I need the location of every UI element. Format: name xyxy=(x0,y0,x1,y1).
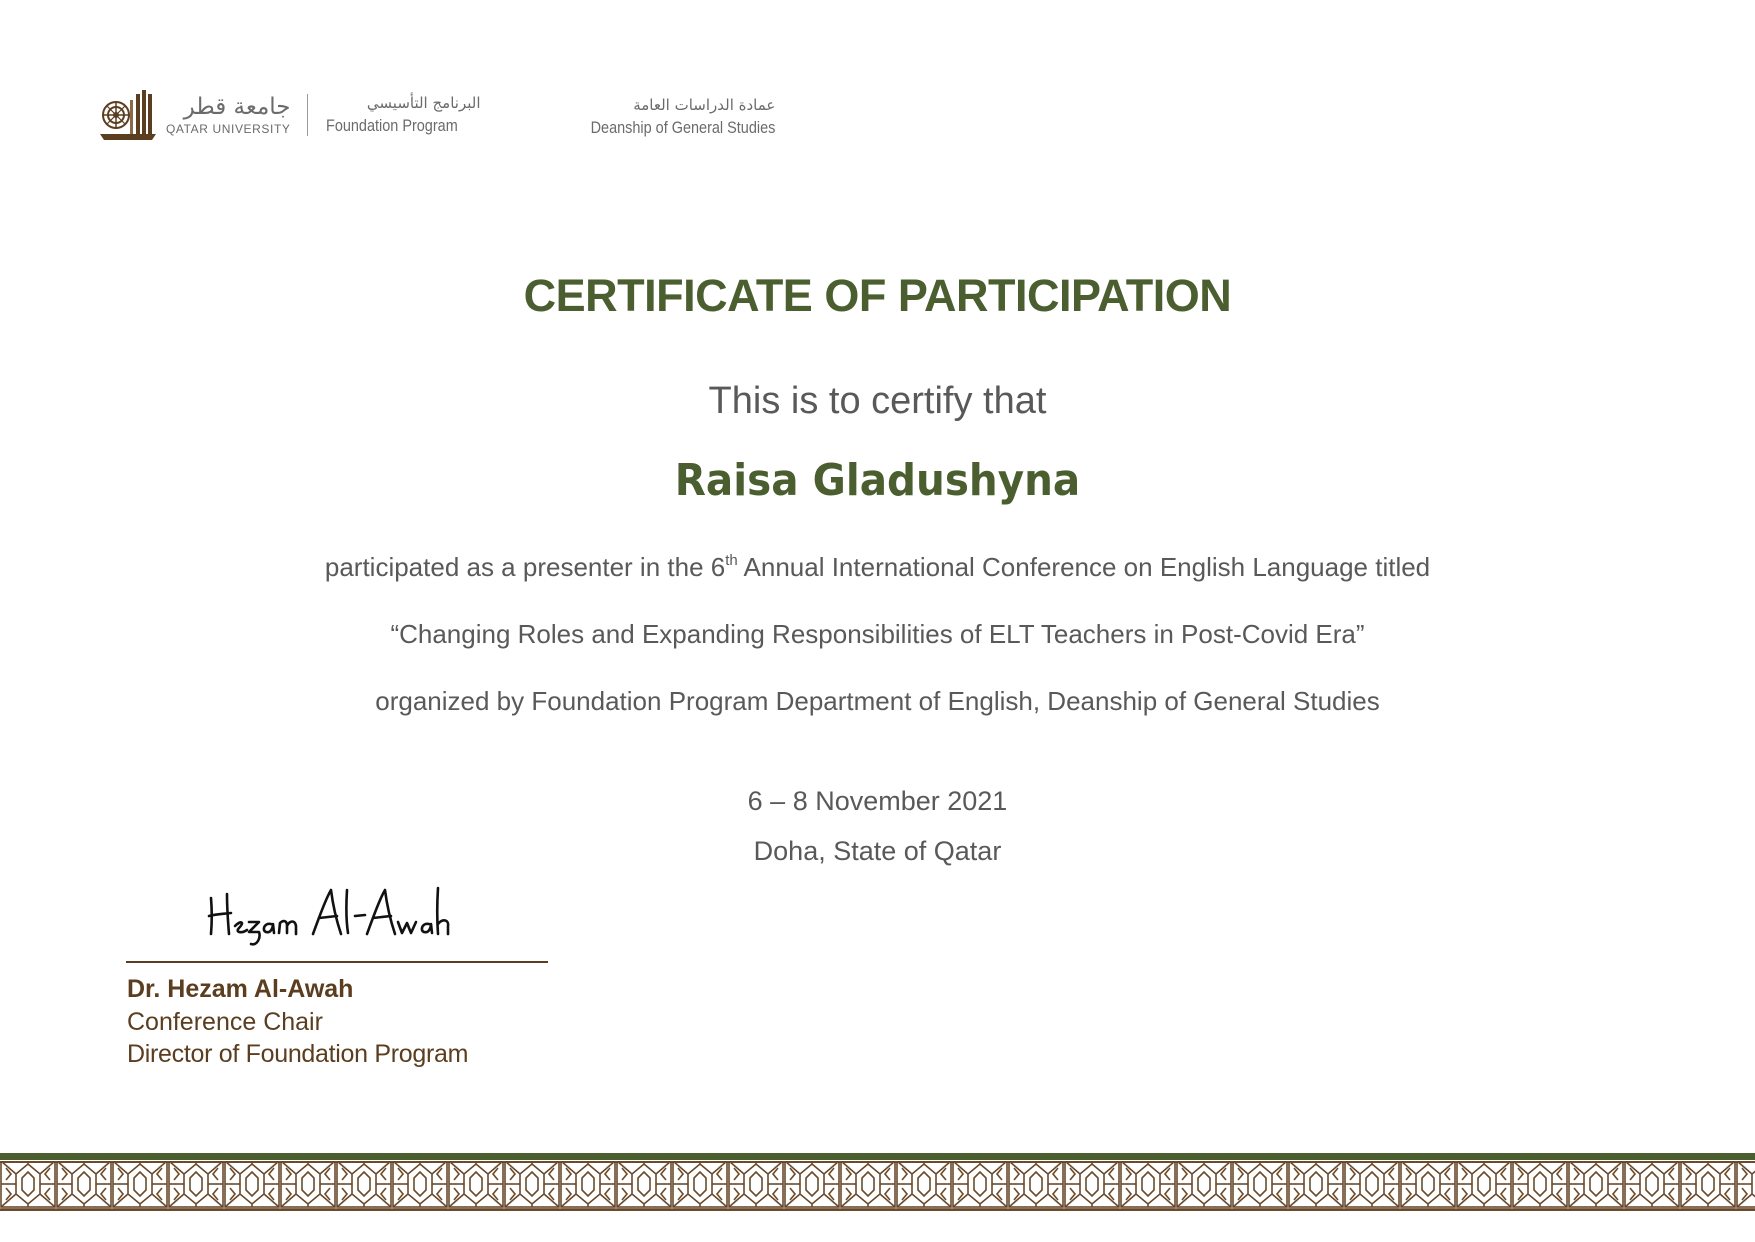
participation-text-end: Annual International Conference on English Language titled xyxy=(737,552,1431,582)
foundation-program-english: Foundation Program xyxy=(325,116,458,135)
signatory-name: Dr. Hezam Al-Awah xyxy=(127,975,354,1003)
participation-text-start: participated as a presenter in the 6 xyxy=(324,552,726,582)
geometric-border-pattern xyxy=(0,1160,1755,1216)
handwritten-signature xyxy=(205,880,465,950)
conference-location: Doha, State of Qatar xyxy=(753,836,1002,866)
logo-divider xyxy=(307,94,308,136)
deanship-arabic: عمادة الدراسات العامة xyxy=(633,96,776,114)
qatar-university-arabic: جامعة قطر xyxy=(183,93,291,120)
foundation-program-arabic: البرنامج التأسيسي xyxy=(366,94,481,112)
university-emblem-icon xyxy=(98,88,158,142)
deanship-logo xyxy=(558,98,775,136)
foundation-program-wordmark xyxy=(326,96,481,134)
organizer-line: organized by Foundation Program Department of English, Deanship of General Studies xyxy=(375,686,1380,716)
qatar-university-wordmark xyxy=(166,93,291,136)
conference-title: “Changing Roles and Expanding Responsibilities of ELT Teachers in Post-Covid Era” xyxy=(390,619,1365,649)
participation-line xyxy=(0,552,1755,583)
deanship-english: Deanship of General Studies xyxy=(590,118,776,137)
participation-ordinal: th xyxy=(725,552,738,569)
conference-dates: 6 – 8 November 2021 xyxy=(747,786,1008,816)
certificate-title: CERTIFICATE OF PARTICIPATION xyxy=(523,270,1232,321)
signatory-role: Conference Chair xyxy=(127,1008,323,1036)
signature-line xyxy=(126,961,548,963)
signatory-department: Director of Foundation Program xyxy=(127,1040,469,1068)
footer-green-band xyxy=(0,1153,1755,1160)
qatar-university-english: QATAR UNIVERSITY xyxy=(166,121,291,136)
recipient-name: Raisa Gladushyna xyxy=(674,455,1081,506)
certify-line: This is to certify that xyxy=(708,380,1047,422)
qatar-university-logo xyxy=(98,88,481,142)
